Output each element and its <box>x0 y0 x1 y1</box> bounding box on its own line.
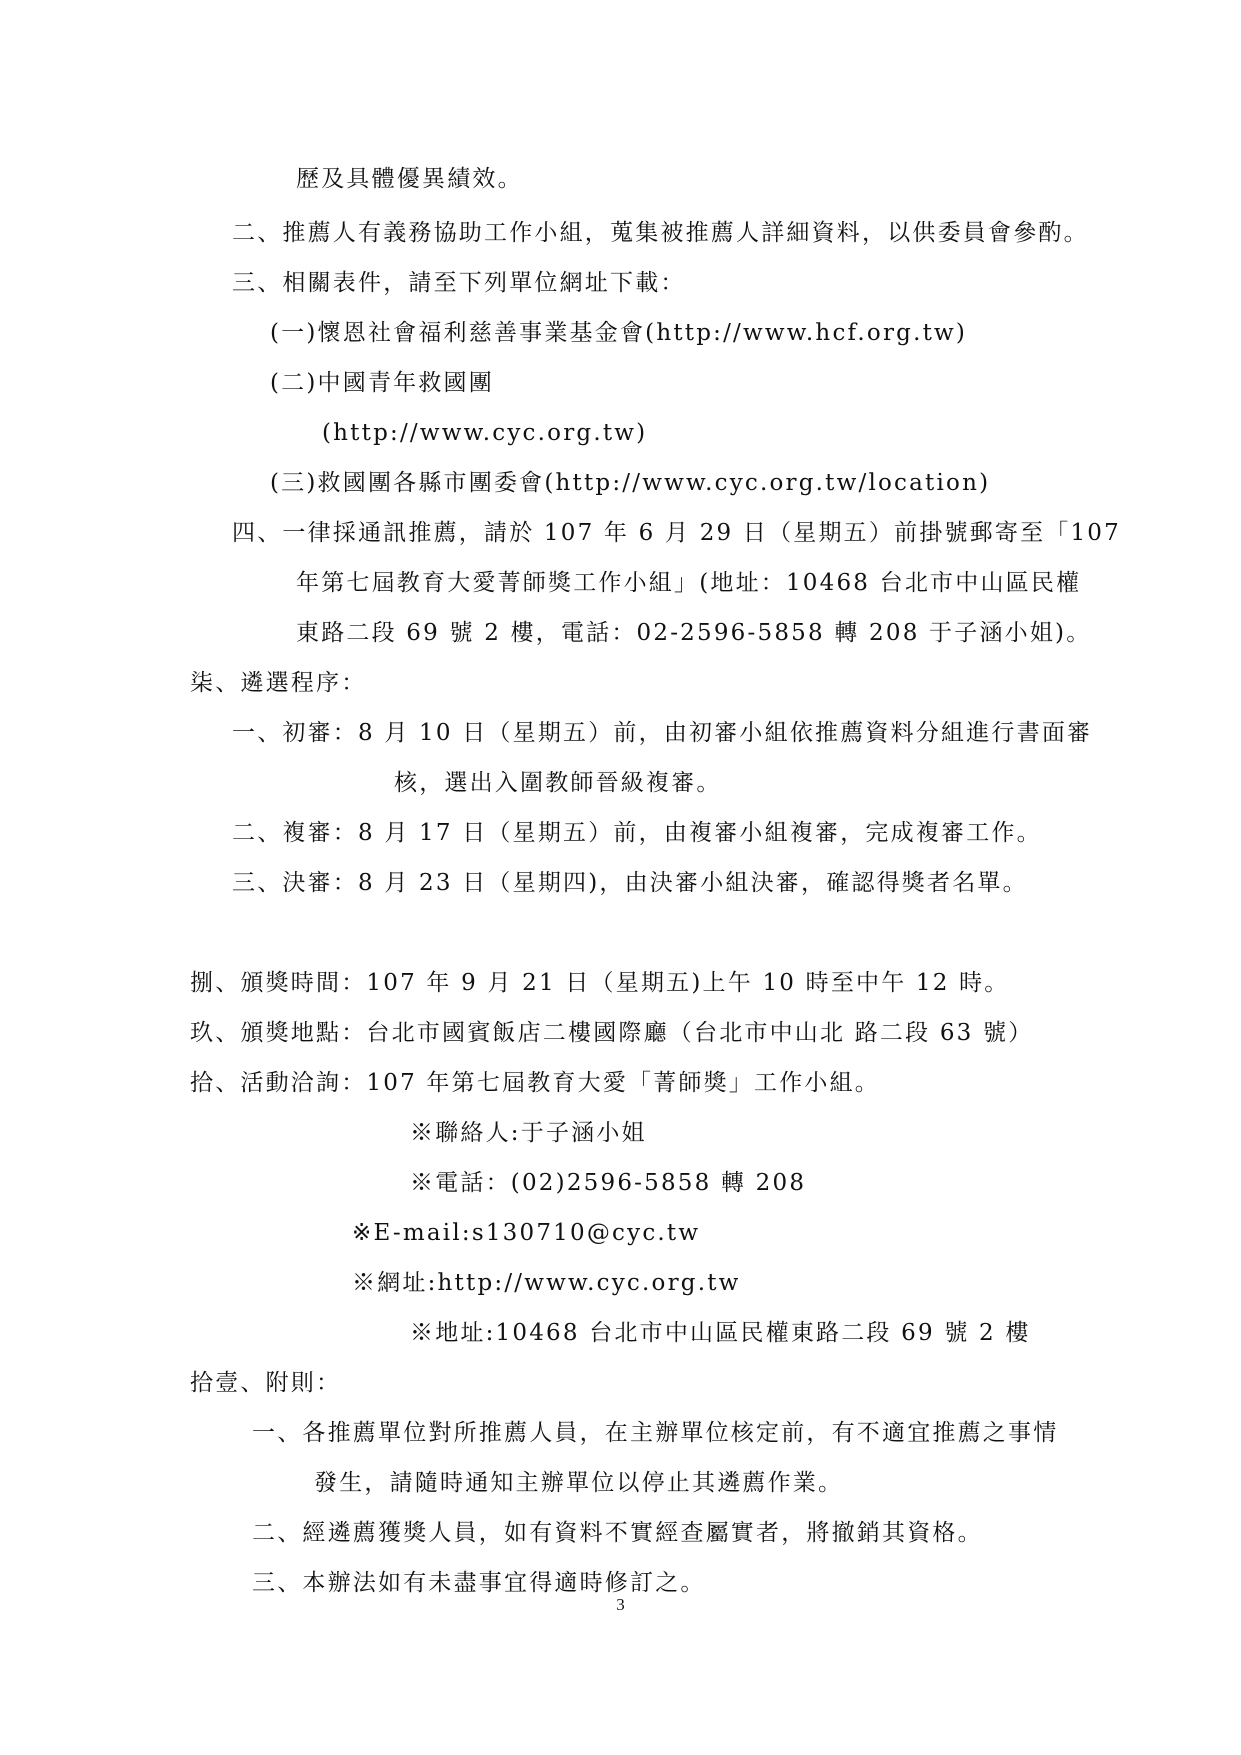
contact-line: ※網址:http://www.cyc.org.tw <box>352 1270 741 1296</box>
section-heading: 拾壹、附則： <box>190 1370 342 1396</box>
text-line: 二、經遴薦獲獎人員，如有資料不實經查屬實者，將撤銷其資格。 <box>252 1520 983 1546</box>
section-heading: 拾、活動洽詢：107 年第七屆教育大愛「菁師獎」工作小組。 <box>190 1070 881 1096</box>
text-line: (一)懷恩社會福利慈善事業基金會(http://www.hcf.org.tw) <box>270 320 968 346</box>
text-line: (http://www.cyc.org.tw) <box>322 420 648 446</box>
section-heading: 捌、頒獎時間：107 年 9 月 21 日（星期五)上午 10 時至中午 12 時。 <box>190 970 1010 996</box>
text-line: 東路二段 69 號 2 樓，電話：02-2596-5858 轉 208 于子涵小姐)。 <box>296 620 1092 646</box>
section-heading: 玖、頒獎地點：台北市國賓飯店二樓國際廳（台北市中山北 路二段 63 號） <box>190 1020 1034 1046</box>
contact-line: ※地址:10468 台北市中山區民權東路二段 69 號 2 樓 <box>410 1320 1031 1346</box>
text-line: 一、各推薦單位對所推薦人員，在主辦單位核定前，有不適宜推薦之事情 <box>252 1420 1059 1446</box>
contact-line: ※電話：(02)2596-5858 轉 208 <box>410 1170 807 1196</box>
text-line: 歷及具體優異績效。 <box>296 166 523 192</box>
text-line: 核，選出入圍教師晉級複審。 <box>394 770 722 796</box>
page-number: 3 <box>616 1595 625 1614</box>
text-line: 二、推薦人有義務協助工作小組，蒐集被推薦人詳細資料，以供委員會參酌。 <box>232 220 1089 246</box>
text-line: 三、相關表件，請至下列單位網址下載： <box>232 270 686 296</box>
text-line: 二、複審：8 月 17 日（星期五）前，由複審小組複審，完成複審工作。 <box>232 820 1042 846</box>
text-line: (二)中國青年救國團 <box>270 370 494 396</box>
text-line: 年第七屆教育大愛菁師獎工作小組」(地址：10468 台北市中山區民權 <box>296 570 1082 596</box>
section-heading: 柒、遴選程序： <box>190 670 367 696</box>
text-line: 一、初審：8 月 10 日（星期五）前，由初審小組依推薦資料分組進行書面審 <box>232 720 1093 746</box>
text-line: (三)救國團各縣市團委會(http://www.cyc.org.tw/location) <box>270 470 991 496</box>
text-line: 三、本辦法如有未盡事宜得適時修訂之。 <box>252 1570 706 1596</box>
text-line: 發生，請隨時通知主辦單位以停止其遴薦作業。 <box>314 1470 844 1496</box>
text-line: 三、決審：8 月 23 日（星期四)，由決審小組決審，確認得獎者名單。 <box>232 870 1028 896</box>
contact-line: ※聯絡人:于子涵小姐 <box>410 1120 647 1146</box>
contact-line: ※E-mail:s130710@cyc.tw <box>352 1220 701 1246</box>
text-line: 四、一律採通訊推薦，請於 107 年 6 月 29 日（星期五）前掛號郵寄至「107 <box>232 520 1121 546</box>
